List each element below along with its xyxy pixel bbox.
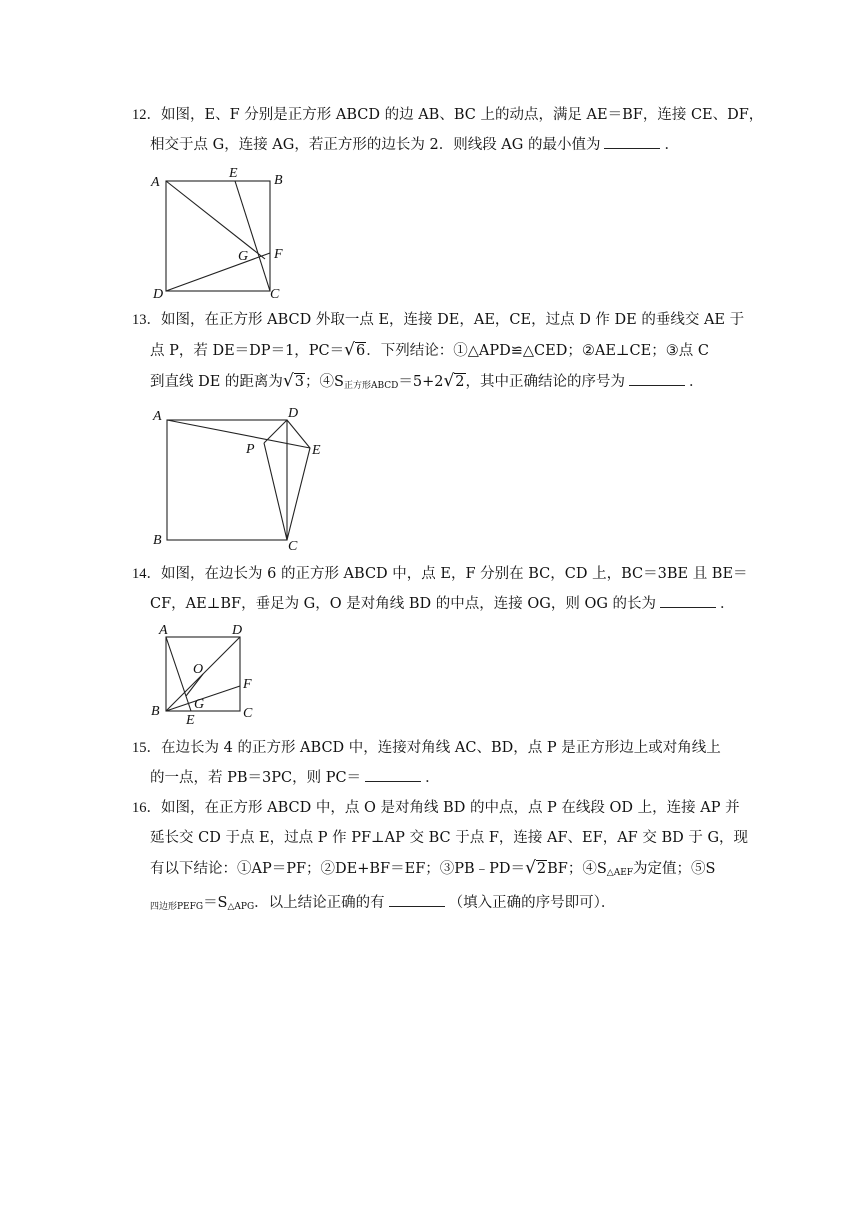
fig12-label-f: F: [274, 247, 283, 262]
question-13-line-3: 到直线 DE 的距离为√3；$④S_{正方形ABCD}=5+2√2$，其中正确结论的序号为 ．: [150, 371, 704, 391]
figure-14: [150, 620, 265, 726]
question-13: [132, 305, 745, 401]
fig12-label-e: E: [229, 166, 238, 181]
fig14-label-c: C: [243, 706, 253, 721]
fig14-label-o: O: [193, 662, 204, 677]
fig14-label-a: A: [159, 623, 168, 638]
question-16-line-3: 有以下结论：①AP＝PF；②DE+BF＝EF；③PB﹣PD＝√2BF；$④S_{\triangle AEF}$为定值；⑤S: [150, 858, 716, 878]
question-16-line-1: 16．如图，在正方形 ABCD 中，点 O 是对角线 BD 的中点，点 P 在线段 OD 上，连接 AP 并: [132, 800, 740, 816]
fig14-label-d: D: [232, 623, 243, 638]
question-13-line-1: 13．如图，在正方形 ABCD 外取一点 E，连接 DE，AE，CE，过点 D 作 DE 的垂线交 AE 于: [132, 312, 745, 328]
answer-blank-14[interactable]: [660, 593, 716, 608]
fig12-label-a: A: [151, 175, 160, 190]
question-16-line-2: 延长交 CD 于点 E，过点 P 作 PF⊥AP 交 BC 于点 F，连接 AF、EF，AF 交 BD 于 G，现: [150, 830, 749, 846]
fig13-label-d: D: [288, 406, 299, 421]
fig14-label-f: F: [243, 677, 252, 692]
fig13-label-a: A: [153, 409, 162, 424]
fig13-label-b: B: [153, 533, 162, 548]
fig13-label-c: C: [288, 539, 298, 554]
answer-blank-16[interactable]: [389, 892, 445, 907]
fig14-label-b: B: [151, 704, 160, 719]
figure-13: [150, 404, 330, 554]
fig12-label-g: G: [238, 249, 249, 264]
fig14-label-e: E: [186, 713, 195, 728]
question-14-line-1: 14．如图，在边长为 6 的正方形 ABCD 中，点 E，F 分别在 BC，CD 上，BC＝3BE 且 BE＝: [132, 566, 748, 582]
fig13-label-e: E: [312, 443, 321, 458]
fig12-label-c: C: [270, 287, 280, 302]
fig14-label-g: G: [194, 697, 205, 712]
answer-blank-15[interactable]: [365, 767, 421, 782]
question-15: [132, 733, 732, 793]
question-16-line-4: $_{四边形PEFG}=S_{\triangle APG}$．以上结论正确的有 （填入正确的序号即可）．: [132, 888, 732, 922]
question-14: [132, 559, 748, 619]
figure-12: [150, 164, 290, 300]
fig12-label-d: D: [153, 287, 164, 302]
question-16: [132, 793, 749, 922]
question-12-line-1: 12．如图，E、F 分别是正方形 ABCD 的边 AB、BC 上的动点，满足 AE＝BF，连接 CE、DF，: [132, 107, 764, 123]
question-12-line-2: 相交于点 G，连接 AG，若正方形的边长为 2．则线段 AG 的最小值为 ．: [132, 130, 732, 160]
fig13-label-p: P: [246, 442, 255, 457]
answer-blank-12[interactable]: [604, 134, 660, 149]
question-13-line-2: 点 P，若 DE＝DP＝1，PC＝√6．下列结论：①△APD≌△CED；②AE⊥CE；③点 C: [150, 340, 709, 360]
question-14-line-2: CF，AE⊥BF，垂足为 G，O 是对角线 BD 的中点，连接 OG，则 OG 的长为 ．: [132, 589, 732, 619]
question-15-line-1: 15．在边长为 4 的正方形 ABCD 中，连接对角线 AC、BD，点 P 是正方形边上或对角线上: [132, 740, 721, 756]
answer-blank-13[interactable]: [629, 371, 685, 386]
fig12-label-b: B: [274, 173, 283, 188]
question-12: [132, 100, 764, 160]
question-15-line-2: 的一点，若 PB＝3PC，则 PC＝ ．: [132, 763, 732, 793]
